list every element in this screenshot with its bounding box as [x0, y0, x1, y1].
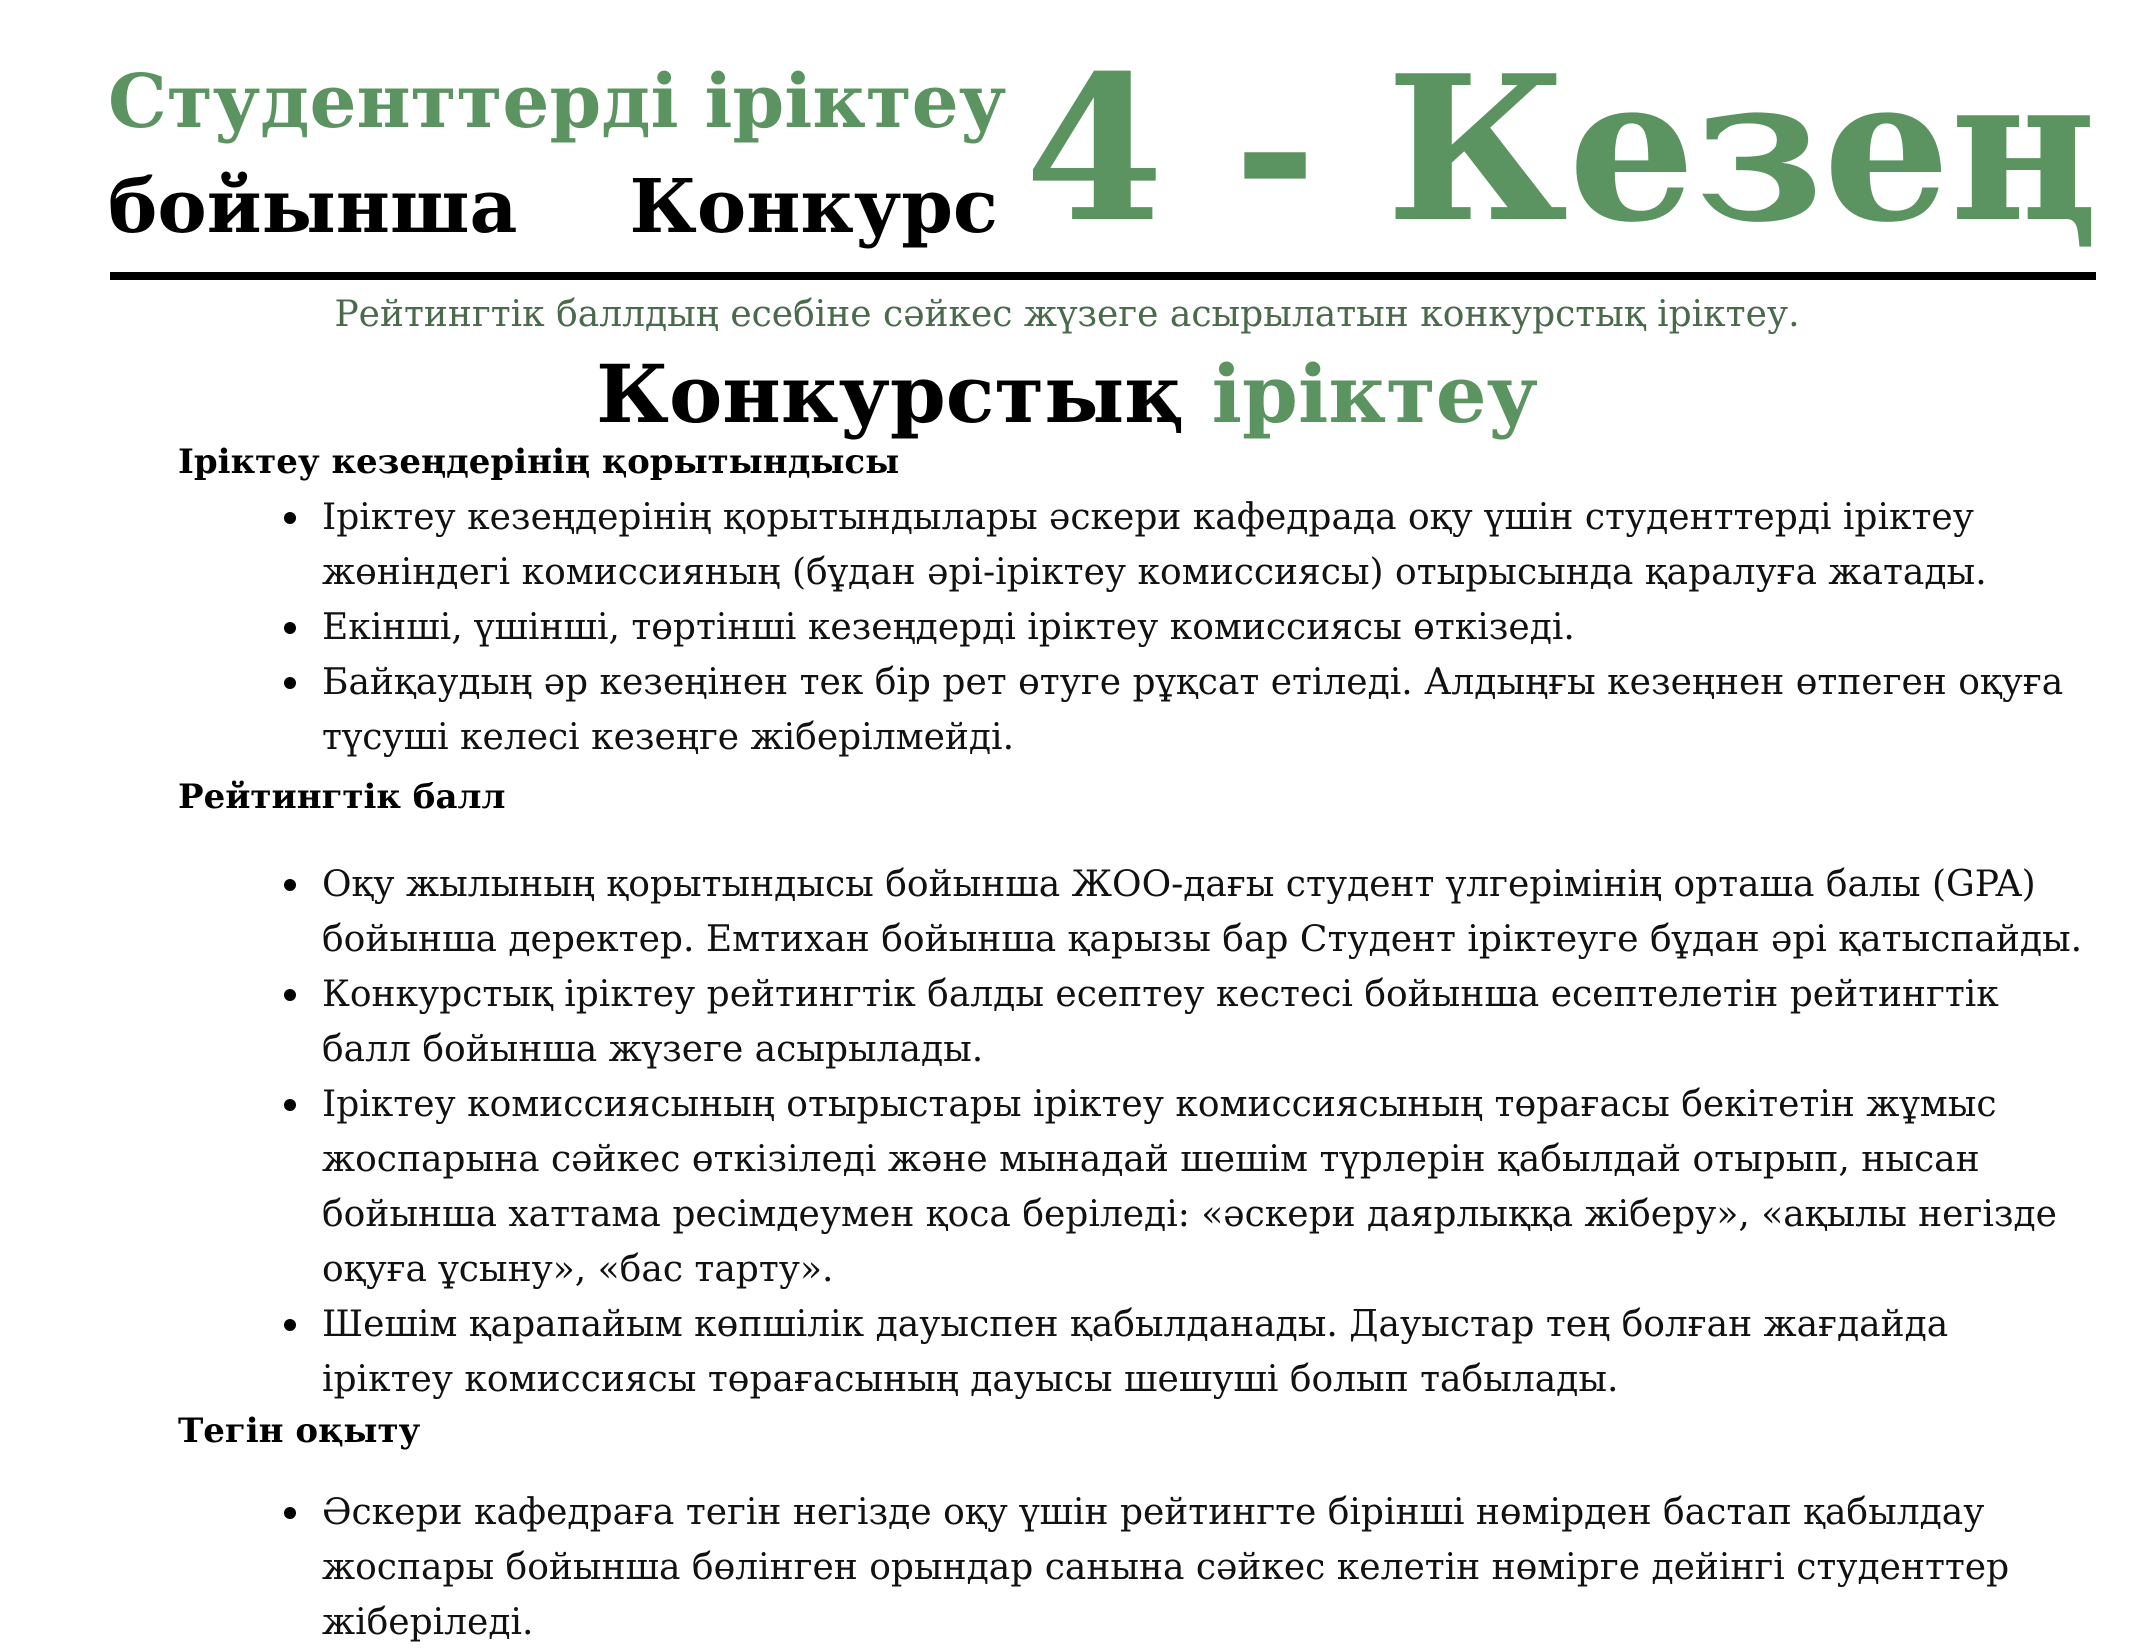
header-divider [110, 272, 2096, 280]
list-item [178, 1297, 2088, 1407]
list-item-text: Байқаудың әр кезеңінен тек бір рет өтуге рұқсат етіледі. Алдыңғы кезеңнен өтпеген оқуға түсуші келесі кезеңге жіберілмейді. [322, 662, 2064, 758]
section-title-part1: Конкурстық [596, 347, 1184, 441]
list-item [178, 600, 2088, 655]
list-item-text: Шешім қарапайым көпшілік дауыспен қабылданады. Дауыстар тең болған жағдайда іріктеу комиссиясы төрағасының дауысы шешуші болып табылады. [322, 1304, 1949, 1400]
bullet-icon [284, 512, 296, 524]
header-title-line1: Студенттерді іріктеу [108, 59, 1007, 145]
section-heading: Рейтингтік балл [178, 777, 506, 817]
bullet-icon [284, 622, 296, 634]
bullet-list [178, 857, 2088, 1407]
list-item [178, 655, 2088, 765]
list-item [178, 857, 2088, 967]
bullet-list [178, 1485, 2088, 1650]
list-item [178, 1485, 2088, 1650]
list-item [178, 967, 2088, 1077]
header-word-boiynsha: бойынша [108, 164, 518, 250]
subtitle: Рейтингтік баллдың есебіне сәйкес жүзеге асырылатын конкурстық іріктеу. [334, 294, 1800, 335]
header-word-konkurs: Конкурс [629, 164, 998, 250]
section-title-part2: іріктеу [1211, 347, 1538, 441]
bullet-icon [284, 1319, 296, 1331]
section-title [0, 346, 2134, 442]
bullet-list [178, 490, 2088, 765]
list-item-text: Оқу жылының қорытындысы бойынша ЖОО-дағы студент үлгерімінің орташа балы (GPA) бойынша деректер. Емтихан бойынша қарызы бар Студент іріктеуге бұдан әрі қатыспайды. [322, 864, 2083, 960]
bullet-icon [284, 1507, 296, 1519]
list-item-text: Екінші, үшінші, төртінші кезеңдерді іріктеу комиссиясы өткізеді. [322, 607, 1575, 648]
section-heading: Іріктеу кезеңдерінің қорытындысы [178, 442, 900, 482]
bullet-icon [284, 677, 296, 689]
list-item-text: Конкурстық іріктеу рейтингтік балды есептеу кестесі бойынша есептелетін рейтингтік балл бойынша жүзеге асырылады. [322, 974, 1999, 1070]
bullet-icon [284, 989, 296, 1001]
bullet-icon [284, 1099, 296, 1111]
list-item [178, 490, 2088, 600]
header-left [108, 52, 1008, 262]
header-title-line2 [108, 152, 998, 262]
section-heading: Тегін оқыту [178, 1411, 421, 1451]
list-item [178, 1077, 2088, 1297]
list-item-text: Іріктеу комиссиясының отырыстары іріктеу комиссиясының төрағасы бекітетін жұмыс жоспарына сәйкес өткізіледі және мынадай шешім түрлерін қабылдай отырып, нысан бойынша хаттама ресімдеумен қоса беріледі: «әскери даярлыққа жіберу», «ақылы негізде оқуға ұсыну», «бас тарту». [322, 1084, 2057, 1290]
content [178, 438, 2088, 1650]
list-item-text: Әскери кафедраға тегін негізде оқу үшін рейтингте бірінші нөмірден бастап қабылдау жоспары бойынша бөлінген орындар санына сәйкес келетін нөмірге дейінгі студенттер жіберіледі. [322, 1492, 2010, 1643]
list-item-text: Іріктеу кезеңдерінің қорытындылары әскери кафедрада оқу үшін студенттерді іріктеу жөніндегі комиссияның (бұдан әрі-іріктеу комиссиясы) отырысында қаралуға жатады. [322, 497, 1987, 593]
bullet-icon [284, 879, 296, 891]
stage-title: 4 - Кезең [1024, 32, 2098, 267]
